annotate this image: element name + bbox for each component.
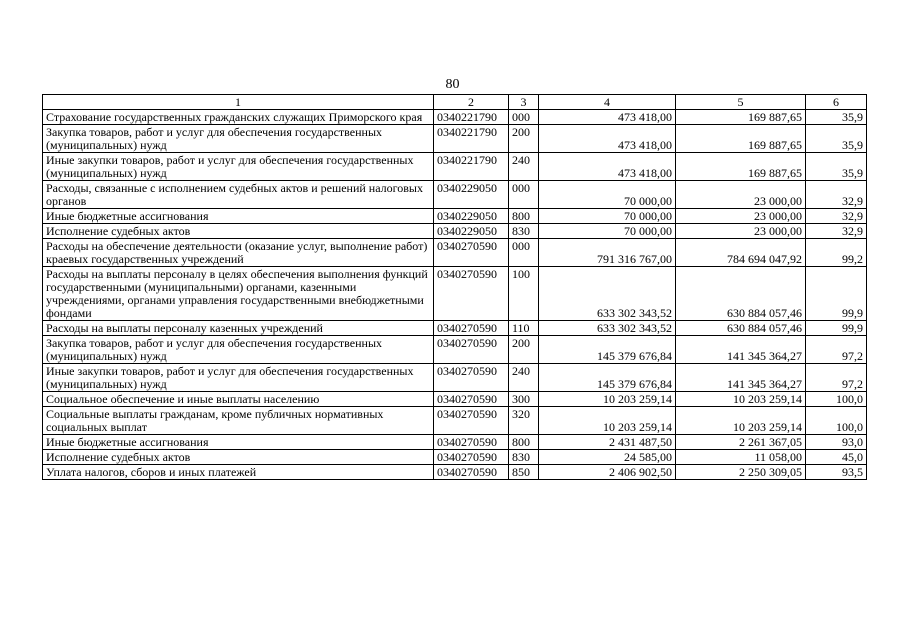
cell-target-article-code: 0340270590 [434, 465, 509, 480]
cell-expense-name: Закупка товаров, работ и услуг для обеспечения государственных (муниципальных) нужд [43, 336, 434, 364]
cell-target-article-code: 0340221790 [434, 153, 509, 181]
table-row [43, 364, 867, 392]
cell-planned-amount: 2 431 487,50 [539, 435, 676, 450]
cell-planned-amount: 473 418,00 [539, 110, 676, 125]
cell-expense-type-code: 000 [509, 239, 539, 267]
cell-expense-name: Страхование государственных гражданских служащих Приморского края [43, 110, 434, 125]
table-row [43, 336, 867, 364]
table-row [43, 465, 867, 480]
table-row [43, 153, 867, 181]
cell-expense-type-code: 240 [509, 153, 539, 181]
cell-executed-amount: 23 000,00 [676, 209, 806, 224]
cell-target-article-code: 0340270590 [434, 267, 509, 321]
table-row [43, 209, 867, 224]
cell-executed-amount: 169 887,65 [676, 125, 806, 153]
table-row [43, 450, 867, 465]
cell-planned-amount: 145 379 676,84 [539, 336, 676, 364]
cell-target-article-code: 0340270590 [434, 392, 509, 407]
cell-execution-percent: 99,9 [806, 321, 867, 336]
cell-execution-percent: 32,9 [806, 224, 867, 239]
cell-executed-amount: 11 058,00 [676, 450, 806, 465]
cell-execution-percent: 100,0 [806, 407, 867, 435]
cell-executed-amount: 23 000,00 [676, 224, 806, 239]
cell-target-article-code: 0340270590 [434, 336, 509, 364]
table-row [43, 224, 867, 239]
cell-executed-amount: 10 203 259,14 [676, 407, 806, 435]
cell-executed-amount: 10 203 259,14 [676, 392, 806, 407]
cell-executed-amount: 784 694 047,92 [676, 239, 806, 267]
cell-execution-percent: 93,0 [806, 435, 867, 450]
table-row [43, 110, 867, 125]
cell-expense-name: Расходы на выплаты персоналу казенных учреждений [43, 321, 434, 336]
table-row [43, 125, 867, 153]
cell-target-article-code: 0340229050 [434, 181, 509, 209]
cell-executed-amount: 169 887,65 [676, 110, 806, 125]
cell-execution-percent: 35,9 [806, 125, 867, 153]
cell-expense-name: Иные бюджетные ассигнования [43, 435, 434, 450]
cell-planned-amount: 633 302 343,52 [539, 267, 676, 321]
cell-expense-type-code: 800 [509, 435, 539, 450]
cell-execution-percent: 97,2 [806, 336, 867, 364]
column-header-3: 3 [509, 95, 539, 110]
cell-planned-amount: 791 316 767,00 [539, 239, 676, 267]
cell-target-article-code: 0340221790 [434, 110, 509, 125]
column-header-1: 1 [43, 95, 434, 110]
cell-expense-name: Исполнение судебных актов [43, 224, 434, 239]
cell-expense-name: Расходы на выплаты персоналу в целях обеспечения выполнения функций государственными (муниципальными) органами, казенными учреждениями, органами управления государственными внебюджетными фондами [43, 267, 434, 321]
cell-expense-name: Иные бюджетные ассигнования [43, 209, 434, 224]
cell-expense-name: Уплата налогов, сборов и иных платежей [43, 465, 434, 480]
cell-expense-name: Закупка товаров, работ и услуг для обеспечения государственных (муниципальных) нужд [43, 125, 434, 153]
column-header-5: 5 [676, 95, 806, 110]
table-row [43, 239, 867, 267]
cell-target-article-code: 0340270590 [434, 239, 509, 267]
cell-execution-percent: 32,9 [806, 181, 867, 209]
cell-target-article-code: 0340270590 [434, 364, 509, 392]
cell-planned-amount: 10 203 259,14 [539, 392, 676, 407]
cell-planned-amount: 70 000,00 [539, 181, 676, 209]
cell-target-article-code: 0340270590 [434, 407, 509, 435]
cell-expense-name: Социальное обеспечение и иные выплаты населению [43, 392, 434, 407]
column-header-6: 6 [806, 95, 867, 110]
cell-expense-type-code: 800 [509, 209, 539, 224]
budget-table [42, 94, 867, 480]
cell-target-article-code: 0340221790 [434, 125, 509, 153]
cell-target-article-code: 0340270590 [434, 435, 509, 450]
cell-expense-name: Исполнение судебных актов [43, 450, 434, 465]
cell-execution-percent: 35,9 [806, 153, 867, 181]
cell-execution-percent: 99,9 [806, 267, 867, 321]
cell-target-article-code: 0340270590 [434, 321, 509, 336]
cell-execution-percent: 99,2 [806, 239, 867, 267]
table-row [43, 321, 867, 336]
cell-expense-name: Социальные выплаты гражданам, кроме публичных нормативных социальных выплат [43, 407, 434, 435]
cell-execution-percent: 100,0 [806, 392, 867, 407]
cell-executed-amount: 2 250 309,05 [676, 465, 806, 480]
table-row [43, 181, 867, 209]
column-header-4: 4 [539, 95, 676, 110]
cell-expense-type-code: 320 [509, 407, 539, 435]
cell-planned-amount: 145 379 676,84 [539, 364, 676, 392]
cell-planned-amount: 70 000,00 [539, 209, 676, 224]
cell-executed-amount: 141 345 364,27 [676, 336, 806, 364]
cell-expense-type-code: 300 [509, 392, 539, 407]
table-row [43, 267, 867, 321]
cell-executed-amount: 23 000,00 [676, 181, 806, 209]
cell-expense-type-code: 100 [509, 267, 539, 321]
table-row [43, 392, 867, 407]
cell-expense-type-code: 830 [509, 450, 539, 465]
cell-execution-percent: 32,9 [806, 209, 867, 224]
cell-execution-percent: 45,0 [806, 450, 867, 465]
column-number-row [43, 95, 867, 110]
cell-expense-name: Расходы на обеспечение деятельности (оказание услуг, выполнение работ) краевых государственных учреждений [43, 239, 434, 267]
cell-planned-amount: 24 585,00 [539, 450, 676, 465]
cell-target-article-code: 0340229050 [434, 224, 509, 239]
cell-expense-name: Иные закупки товаров, работ и услуг для обеспечения государственных (муниципальных) нужд [43, 364, 434, 392]
cell-executed-amount: 169 887,65 [676, 153, 806, 181]
cell-expense-type-code: 110 [509, 321, 539, 336]
cell-target-article-code: 0340270590 [434, 450, 509, 465]
cell-planned-amount: 2 406 902,50 [539, 465, 676, 480]
table-row [43, 407, 867, 435]
cell-expense-type-code: 200 [509, 125, 539, 153]
page-number: 80 [445, 77, 460, 92]
cell-target-article-code: 0340229050 [434, 209, 509, 224]
cell-expense-type-code: 000 [509, 181, 539, 209]
cell-expense-name: Расходы, связанные с исполнением судебных актов и решений налоговых органов [43, 181, 434, 209]
table-row [43, 435, 867, 450]
cell-executed-amount: 141 345 364,27 [676, 364, 806, 392]
cell-expense-type-code: 200 [509, 336, 539, 364]
column-header-2: 2 [434, 95, 509, 110]
cell-expense-type-code: 850 [509, 465, 539, 480]
cell-executed-amount: 630 884 057,46 [676, 267, 806, 321]
cell-expense-type-code: 000 [509, 110, 539, 125]
cell-execution-percent: 97,2 [806, 364, 867, 392]
cell-expense-type-code: 240 [509, 364, 539, 392]
cell-executed-amount: 630 884 057,46 [676, 321, 806, 336]
cell-planned-amount: 473 418,00 [539, 153, 676, 181]
cell-planned-amount: 473 418,00 [539, 125, 676, 153]
cell-expense-type-code: 830 [509, 224, 539, 239]
cell-planned-amount: 633 302 343,52 [539, 321, 676, 336]
cell-expense-name: Иные закупки товаров, работ и услуг для обеспечения государственных (муниципальных) нужд [43, 153, 434, 181]
cell-execution-percent: 35,9 [806, 110, 867, 125]
cell-executed-amount: 2 261 367,05 [676, 435, 806, 450]
cell-execution-percent: 93,5 [806, 465, 867, 480]
cell-planned-amount: 70 000,00 [539, 224, 676, 239]
cell-planned-amount: 10 203 259,14 [539, 407, 676, 435]
